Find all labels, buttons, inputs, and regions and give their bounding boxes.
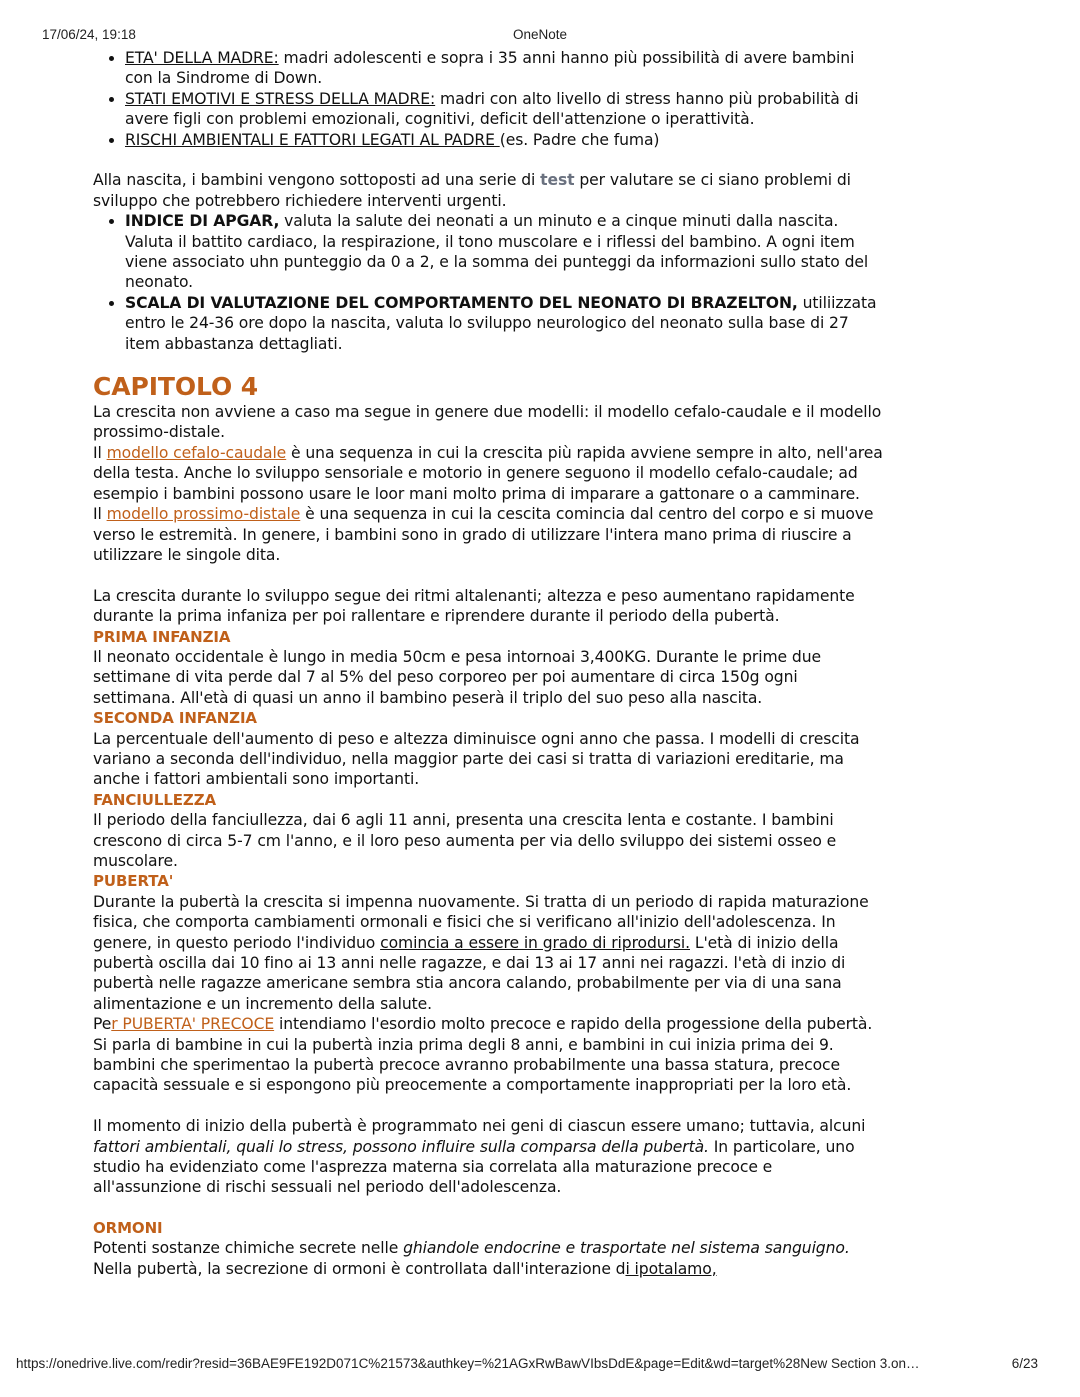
underlined-phrase: i ipotalamo, <box>625 1259 717 1278</box>
precoce-paragraph <box>93 1014 883 1096</box>
risk-label: STATI EMOTIVI E STRESS DELLA MADRE: <box>125 89 436 108</box>
fanciullezza-heading: FANCIULLEZZA <box>93 790 216 809</box>
print-header <box>42 27 1038 45</box>
text-run: Il <box>93 443 107 462</box>
text-run: Pe <box>93 1015 112 1034</box>
text-run: per valutare se ci siano problemi di sviluppo che potrebbero richiedere interventi urgenti. <box>93 171 851 210</box>
test-label: INDICE DI APGAR, <box>125 212 280 231</box>
print-app-name: OneNote <box>512 27 568 42</box>
birth-intro <box>93 170 883 211</box>
test-label: SCALA DI VALUTAZIONE DEL COMPORTAMENTO DEL NEONATO DI BRAZELTON, <box>125 293 798 312</box>
rhythm-paragraph: La crescita durante lo sviluppo segue dei ritmi altalenanti; altezza e peso aumentano rapidamente durante la prima infaniza per poi rallentare e riprendere durante il periodo della pubertà. <box>93 586 855 626</box>
test-word: test <box>540 171 575 190</box>
text-run: Durante la pubertà la crescita si impenna nuovamente. Si tratta di un periodo di rapida maturazione fisica, che comporta cambiamenti ormonali e fisici che si verificano all'inizio dell'adolescenza. In genere, in questo periodo l'individuo <box>93 892 869 952</box>
print-footer <box>16 1356 1038 1374</box>
prossimo-paragraph <box>93 504 883 565</box>
puberta-precoce-link[interactable]: r PUBERTA' PRECOCE <box>111 1015 275 1034</box>
cefalo-caudale-link[interactable]: modello cefalo-caudale <box>106 443 287 462</box>
fanciullezza-text: Il periodo della fanciullezza, dai 6 agli 11 anni, presenta una crescita lenta e costante. I bambini crescono di circa 5-7 cm l'anno, e il loro peso aumenta per via dello sviluppo dei sistemi osseo e muscolare. <box>93 811 837 870</box>
page-url: https://onedrive.live.com/redir?resid=36BAE9FE192D071C%21573&authkey=%21AGxRwBawVIbsDdE&page=Edit&wd=target%28New Section 3.on… <box>16 1356 920 1371</box>
text-run: Il <box>93 505 107 524</box>
text-run: In particolare, uno studio ha evidenziato come l'asprezza materna sia correlata alla maturazione precoce e all'assunzione di rischi sessuali nel periodo dell'adolescenza. <box>93 1137 855 1197</box>
risk-text: madri con alto livello di stress hanno più probabilità di avere figli con problemi emozionali, cognitivi, deficit dell'attenzione o iperattività. <box>125 89 859 129</box>
list-item <box>125 293 883 354</box>
ormoni-heading: ORMONI <box>93 1218 163 1237</box>
risk-text: (es. Padre che fuma) <box>499 130 660 149</box>
italic-phrase: ghiandole endocrine e trasportate nel sistema sanguigno. <box>403 1239 850 1258</box>
text-run: Nella pubertà, la secrezione di ormoni è controllata dall'interazione d <box>93 1259 626 1278</box>
prima-infanzia-heading: PRIMA INFANZIA <box>93 627 231 646</box>
text-run: Potenti sostanze chimiche secrete nelle <box>93 1239 404 1258</box>
puberta-text <box>93 892 883 1014</box>
ormoni-text <box>93 1238 883 1279</box>
italic-phrase: fattori ambientali, quali lo stress, possono influire sulla comparsa della pubertà. <box>93 1137 709 1156</box>
cefalo-paragraph <box>93 443 883 504</box>
chapter-title: CAPITOLO 4 <box>93 372 259 402</box>
print-datetime: 17/06/24, 19:18 <box>42 27 136 42</box>
list-item <box>125 89 883 130</box>
test-text: utiliizzata entro le 24-36 ore dopo la nascita, valuta lo sviluppo neurologico del neonato sulla base di 27 item abbastanza dettagliati. <box>125 293 877 353</box>
page-content <box>93 48 883 1279</box>
timing-paragraph <box>93 1116 883 1198</box>
list-item <box>125 211 883 293</box>
text-run: Il momento di inizio della pubertà è programmato nei geni di ciascun essere umano; tuttavia, alcuni <box>93 1117 866 1136</box>
text-run: è una sequenza in cui la cescita comincia dal centro del corpo e si muove verso le estremità. In genere, i bambini sono in grado di utilizzare l'intera mano prima di riuscire a utilizzare le singole dita. <box>93 505 874 564</box>
test-text: valuta la salute dei neonati a un minuto e a cinque minuti dalla nascita. Valuta il battito cardiaco, la respirazione, il tono muscolare e i riflessi del bambino. A ogni item viene associato uhn punteggio da 0 a 2, e la somma dei punteggi da informazioni sullo stato del neonato. <box>125 212 869 292</box>
text-run: Alla nascita, i bambini vengono sottoposti ad una serie di <box>93 171 541 190</box>
list-item <box>125 130 883 150</box>
risk-label: ETA' DELLA MADRE: <box>125 49 279 67</box>
text-run: L'età di inizio della pubertà oscilla dai 10 fino ai 13 anni nelle ragazze, e dai 13 ai 17 anni nei ragazzi. l'età di inzio di pubertà nelle ragazze americane sembra stia ancora calando, probabilmente per via di una sana alimentazione e un incremento della salute. <box>93 933 846 1013</box>
prima-infanzia-text: Il neonato occidentale è lungo in media 50cm e pesa intornoai 3,400KG. Durante le prime due settimane di vita perde dal 7 al 5% del peso corporeo per poi aumentare di circa 150g ogni settimana. All'età di quasi un anno il bambino peserà il triplo del suo peso alla nascita. <box>93 647 821 707</box>
seconda-infanzia-heading: SECONDA INFANZIA <box>93 709 257 728</box>
risk-list <box>93 48 883 150</box>
risk-label: RISCHI AMBIENTALI E FATTORI LEGATI AL PADRE <box>125 130 500 149</box>
text-run: intendiamo l'esordio molto precoce e rapido della progessione della pubertà. Si parla di bambine in cui la pubertà inzia prima degli 8 anni, e bambini in cui inizia prima dei 9. bambini che sperimentao la pubertà precoce avranno probabilmente una bassa statura, precoce capacità sessuale e si espongono più preocemente a comportamente inappropriati per la loro età. <box>93 1015 873 1095</box>
prossimo-distale-link[interactable]: modello prossimo-distale <box>106 505 301 524</box>
page-number: 6/23 <box>1011 1356 1038 1371</box>
underlined-phrase: comincia a essere in grado di riprodursi. <box>380 933 690 952</box>
risk-text: madri adolescenti e sopra i 35 anni hanno più possibilità di avere bambini con la Sindrome di Down. <box>125 49 855 88</box>
test-list <box>93 211 883 354</box>
text-run: è una sequenza in cui la crescita più rapida avviene sempre in alto, nell'area della testa. Anche lo sviluppo sensoriale e motorio in genere seguono il modello cefalo-caudale; ad esempio i bambini possono usare le loor mani molto prima di imparare a gattonare o a camminare. <box>93 443 883 503</box>
growth-intro: La crescita non avviene a caso ma segue in genere due modelli: il modello cefalo-caudale e il modello prossimo-distale. <box>93 403 882 442</box>
puberta-heading: PUBERTA' <box>93 872 174 891</box>
list-item <box>125 48 883 89</box>
seconda-infanzia-text: La percentuale dell'aumento di peso e altezza diminuisce ogni anno che passa. I modelli di crescita variano a seconda dell'individuo, nella maggior parte dei casi si tratta di variazioni ereditarie, ma anche i fattori ambientali sono importanti. <box>93 729 860 789</box>
